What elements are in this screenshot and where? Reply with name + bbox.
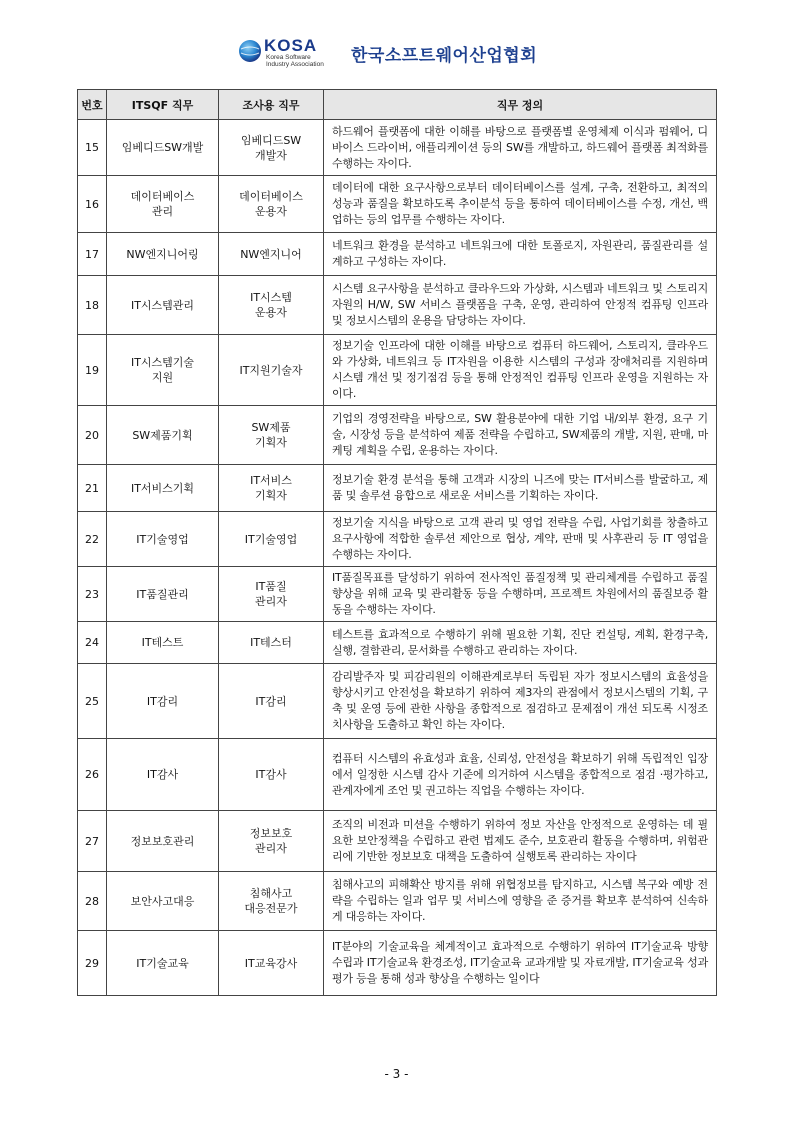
column-header-job-definition: 직무 정의 [324,90,717,120]
table-row [78,931,717,996]
page-header [238,38,568,70]
itsqf-job-cell: IT시스템기술 지원 [107,335,219,406]
job-definition-cell: 조직의 비전과 미션을 수행하기 위하여 정보 자산을 안정적으로 운영하는 데 필요한 보안정책을 수립하고 관련 법제도 준수, 보호관리 활동을 수행하며, 위험관리에 기반한 정보보호 대책을 도출하여 실행토록 관리하는 자이다 [324,811,717,872]
job-definition-cell: 기업의 경영전략을 바탕으로, SW 활용분야에 대한 기업 내/외부 환경, 요구 기술, 시장성 등을 분석하여 제품 전략을 수립하고, SW제품의 개발, 지원, 판매, 마케팅 계획을 수립, 운용하는 자이다. [324,406,717,465]
itsqf-job-cell: IT테스트 [107,622,219,664]
survey-job-cell: SW제품 기획자 [219,406,324,465]
kosa-globe-icon [238,38,262,64]
table-row [78,120,717,176]
row-number: 29 [78,931,107,996]
job-definition-cell: IT품질목표를 달성하기 위하여 전사적인 품질정책 및 관리체계를 수립하고 품질향상을 위해 교육 및 관리활동 등을 수행하며, 프로젝트 차원에서의 품질보증 활동을 수행하는 자이다. [324,567,717,622]
itsqf-job-cell: IT시스템관리 [107,276,219,335]
table-row [78,233,717,276]
job-definition-cell: 침해사고의 피해확산 방지를 위해 위협정보를 탐지하고, 시스템 복구와 예방 전략을 수립하는 일과 업무 및 서비스에 영향을 준 증거를 확보후 분석하여 신속하게 대응하는 자이다. [324,872,717,931]
survey-job-cell: IT기술영업 [219,512,324,567]
job-definition-cell: 테스트를 효과적으로 수행하기 위해 필요한 기획, 진단 컨설팅, 계획, 환경구축, 실행, 결함관리, 문서화를 수행하고 관리하는 자이다. [324,622,717,664]
table-row [78,512,717,567]
table-row [78,622,717,664]
survey-job-cell: 데이터베이스 운용자 [219,176,324,233]
row-number: 18 [78,276,107,335]
survey-job-cell: IT감리 [219,664,324,739]
column-header-number: 번호 [78,90,107,120]
table-row [78,465,717,512]
survey-job-cell: IT시스템 운용자 [219,276,324,335]
survey-job-cell: NW엔지니어 [219,233,324,276]
table-row [78,811,717,872]
row-number: 26 [78,739,107,811]
table-header-row [78,90,717,120]
logo-sub-text-1: Korea Software [266,54,311,61]
job-definition-cell: 네트워크 환경을 분석하고 네트워크에 대한 토폴로지, 자원관리, 품질관리를 설계하고 구성하는 자이다. [324,233,717,276]
survey-job-cell: IT감사 [219,739,324,811]
table-row [78,406,717,465]
table-row [78,335,717,406]
survey-job-cell: IT서비스 기획자 [219,465,324,512]
column-header-itsqf-job: ITSQF 직무 [107,90,219,120]
row-number: 23 [78,567,107,622]
row-number: 25 [78,664,107,739]
kosa-logo [264,38,324,68]
survey-job-cell: 임베디드SW 개발자 [219,120,324,176]
itsqf-job-cell: IT감리 [107,664,219,739]
job-definition-cell: 정보기술 환경 분석을 통해 고객과 시장의 니즈에 맞는 IT서비스를 발굴하고, 제품 및 솔루션 융합으로 새로운 서비스를 기획하는 자이다. [324,465,717,512]
table-row [78,176,717,233]
survey-job-cell: IT테스터 [219,622,324,664]
job-definition-cell: 하드웨어 플랫폼에 대한 이해를 바탕으로 플랫폼별 운영체제 이식과 펌웨어, 디바이스 드라이버, 애플리케이션 등의 SW를 개발하고, 하드웨어 플랫폼 최적화를 수행하는 자이다. [324,120,717,176]
itsqf-job-cell: 보안사고대응 [107,872,219,931]
table-row [78,739,717,811]
row-number: 27 [78,811,107,872]
row-number: 21 [78,465,107,512]
itsqf-job-cell: IT감사 [107,739,219,811]
job-definition-cell: IT분야의 기술교육을 체계적이고 효과적으로 수행하기 위하여 IT기술교육 방향 수립과 IT기술교육 환경조성, IT기술교육 교과개발 및 자료개발, IT기술교육 성과평가 등을 통해 성과 향상을 수행하는 일이다 [324,931,717,996]
survey-job-cell: IT지원기술자 [219,335,324,406]
survey-job-cell: IT교육강사 [219,931,324,996]
itsqf-job-cell: IT기술교육 [107,931,219,996]
table-row [78,567,717,622]
survey-job-cell: IT품질 관리자 [219,567,324,622]
itsqf-job-cell: IT기술영업 [107,512,219,567]
itsqf-job-cell: NW엔지니어링 [107,233,219,276]
page-number: - 3 - [384,1067,409,1081]
job-definition-cell: 정보기술 지식을 바탕으로 고객 관리 및 영업 전략을 수립, 사업기회를 창출하고 요구사항에 적합한 솔루션 제안으로 협상, 계약, 판매 및 사후관리 등 IT 영업을 수행하는 자이다. [324,512,717,567]
job-definition-cell: 감리발주자 및 피감리원의 이해관계로부터 독립된 자가 정보시스템의 효율성을 향상시키고 안전성을 확보하기 위하여 제3자의 관점에서 정보시스템의 기획, 구축 및 운영 등에 관한 사항을 종합적으로 점검하고 문제점이 개선 되도록 시정조치사항을 도출하고 확인 하는 자이다. [324,664,717,739]
job-definition-table [77,89,717,996]
row-number: 17 [78,233,107,276]
survey-job-cell: 침해사고 대응전문가 [219,872,324,931]
row-number: 15 [78,120,107,176]
itsqf-job-cell: IT서비스기획 [107,465,219,512]
survey-job-cell: 정보보호 관리자 [219,811,324,872]
row-number: 28 [78,872,107,931]
table-row [78,664,717,739]
row-number: 16 [78,176,107,233]
itsqf-job-cell: IT품질관리 [107,567,219,622]
row-number: 22 [78,512,107,567]
logo-main-text: KOSA [264,36,318,55]
table-row [78,872,717,931]
row-number: 20 [78,406,107,465]
table-row [78,276,717,335]
itsqf-job-cell: 임베디드SW개발 [107,120,219,176]
job-definition-cell: 시스템 요구사항을 분석하고 클라우드와 가상화, 시스템과 네트워크 및 스토리지 자원의 H/W, SW 서비스 플랫폼을 구축, 운영, 관리하여 안정적 컴퓨팅 인프라 및 정보시스템의 운용을 담당하는 자이다. [324,276,717,335]
itsqf-job-cell: 데이터베이스 관리 [107,176,219,233]
logo-sub-text-2: Industry Association [266,61,324,68]
column-header-survey-job: 조사용 직무 [219,90,324,120]
job-definition-cell: 데이터에 대한 요구사항으로부터 데이터베이스를 설계, 구축, 전환하고, 최적의 성능과 품질을 확보하도록 추이분석 등을 통하여 데이터베이스를 수정, 개선, 백업하는 등의 업무를 수행하는 자이다. [324,176,717,233]
row-number: 24 [78,622,107,664]
itsqf-job-cell: 정보보호관리 [107,811,219,872]
row-number: 19 [78,335,107,406]
organization-name: 한국소프트웨어산업협회 [351,46,538,66]
job-definition-cell: 컴퓨터 시스템의 유효성과 효율, 신뢰성, 안전성을 확보하기 위해 독립적인 입장에서 일정한 시스템 감사 기준에 의거하여 시스템을 종합적으로 점검 ·평가하고, 관계자에게 조언 및 권고하는 직업을 수행하는 자이다. [324,739,717,811]
job-definition-cell: 정보기술 인프라에 대한 이해를 바탕으로 컴퓨터 하드웨어, 스토리지, 클라우드와 가상화, 네트워크 등 IT자원을 이용한 시스템의 구성과 장애처리를 지원하며 시스템 개선 및 정기점검 등을 통해 안정적인 컴퓨팅 인프라 운영을 지원하는 자이다. [324,335,717,406]
itsqf-job-cell: SW제품기획 [107,406,219,465]
